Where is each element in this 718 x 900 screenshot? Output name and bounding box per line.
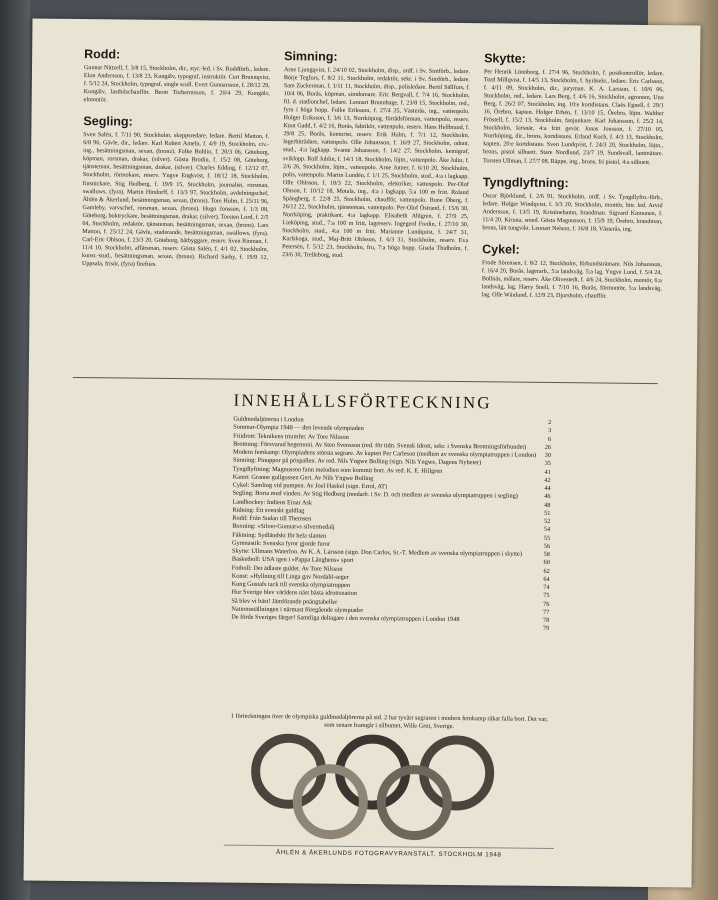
toc-title: INNEHÅLLSFÖRTECKNING	[233, 390, 492, 413]
section-title-rodd: Rodd:	[84, 47, 121, 62]
toc-entry-text: Kung Gustafs tack till svenska olympiatruppen	[231, 580, 351, 589]
toc-entry-text: Simning: Pinuppor på prispallen. Av red. Nils Yngwe Bolling (sign. Nils Yngwe, Dagens Nyheter)	[232, 456, 482, 467]
toc-entry-text: Landhockey: Indiens Einar Ask	[232, 498, 313, 506]
toc-entry-page: 78	[542, 616, 550, 624]
toc-footnote: 1 förteckningen över de olympiska guldmedaljörerna på sid. 2 har tyvärr segraren i modern femkamp råkat falla bort. Det var, som senare framgår i silbumet, Wille Grut, Sverige.	[230, 712, 548, 730]
section-title-tyngdlyftning: Tyngdlyftning:	[482, 174, 569, 190]
toc-entry-page: 42	[544, 476, 551, 484]
toc-entry-page: 35	[544, 460, 551, 468]
toc-entry-page: 2	[548, 418, 552, 426]
toc-entry-page: 54	[543, 526, 551, 534]
toc-entry-page: 30	[544, 451, 552, 459]
toc-entry-text: Boxning: »Silver-Gunnar»s silvermedalj	[232, 522, 335, 531]
toc-entry-text: Gymnastik: Svenska fyror gjorde furor	[232, 539, 331, 548]
toc-entry-page: 48	[544, 501, 551, 509]
toc-entry-page: 75	[543, 592, 550, 600]
toc-entry-text: Tyngdlyftning: Magnusson fann melodien som kommit bort. Av red. K. E. Hillgren	[232, 465, 443, 475]
toc-entry-text: Basketboll: USA igen i »Pappa Långhens» sport	[231, 555, 354, 565]
column-left	[82, 47, 270, 280]
section-title-skytte: Skytte:	[484, 51, 526, 66]
divider-rule	[73, 377, 658, 384]
toc-entry-page: 76	[543, 600, 550, 608]
toc-entry-text: Så blev vi bäst! Jämförande poängtabeller	[231, 597, 338, 606]
printer-imprint: ÅHLÉN & ÅKERLUNDS FOTOGRAVYRANSTALT, STOCKHOLM 1948	[224, 845, 554, 859]
section-body-skytte: Per Henrik Lönnborg, f. 27/4 96, Stockholm, f. postkontrollör, ledare. Tord Millqvist, f. 14/5 13, Stockholm, f. byråsekr., ledare. Eric Carlsson, f. 4/11 09, Stockholm, dir., juryman. K. A. Larsson, f. 10/6 06, Stockholm, red., ledare. Lars Berg, f. 4/6 16, Stockholm, agronom, Uno Berg, f. 26/2 07, Stockholm, ing. 10:e kortdistans. Claës Egnell, f. 29/1 16, Örebro, kapten. Holger Erbén, f. 13/10 15, Örebro, löjtn. Walther Fröstell, f. 15/2 13, Stockholm, fanjunkare. Karl Johansson, f. 25/2 14, Stockholm, kirsnär, 4:a fritt gevär. Jonas Jonsson, f. 27/10 05, Norrköping, dir., brons, kortdistans. Erland Koch, f. 4/3 13, Stockholm, kapten, 20:e kortdistans. Sven Lundqvist, f. 24/3 20, Stockholm, löjtn., brons, pistol silhuett. Stare Nordlund, 23/7 19, Sundsvall, lantmätare. Torsten Ullman, f. 27/7 08, Räppe, ing., brons, fri pistol, 4:a silhuett.	[483, 69, 665, 166]
toc-entry-text: Hur Sverige blev världens näst bästa idrottsnation	[231, 588, 358, 598]
toc-entry-text: Fäktning: Sydländskt för hela slanten	[232, 531, 327, 540]
toc-entry-text: Segling: Borta med vinden. Av Stig Hedberg (medarb. i Sv. D. och medlem av svenska olympiatruppen i segling)	[232, 489, 518, 500]
section-title-simning: Simning:	[284, 49, 338, 64]
toc-entry-page: 6	[547, 435, 552, 443]
toc-entry-text: Guldmedaljörerna i London	[233, 415, 304, 424]
olympic-rings-icon	[250, 729, 497, 842]
toc-entry-page: 51	[544, 509, 551, 517]
toc-entry-text: Fotboll: Det ädlaste guldet. Av Tore Nilsson	[231, 564, 343, 573]
toc-entry-text: Kanot: Granne gullgossen Gert. Av Nils Yngwe Bolling	[232, 473, 374, 482]
toc-entry-page: 52	[543, 517, 551, 525]
toc-entry-text: Friidrott: Teknikens triumfer. Av Tore Nilsson	[233, 432, 349, 441]
toc-entry-page: 55	[543, 534, 551, 542]
toc-entry-text: Skytte: Ullmans Waterloo. Av K. A. Larsson (sign. Don Carlos, St.-T. Medlem av svenska olympiatruppen i skytte)	[231, 547, 522, 558]
toc-entry-page: 58	[543, 550, 550, 558]
toc-entry-text	[231, 630, 535, 633]
section-title-cykel: Cykel:	[482, 242, 520, 257]
toc-entry-text: Nationsställningen i närmast föregående olympiader	[231, 605, 364, 614]
column-right	[482, 51, 665, 311]
toc-entry-page: 41	[544, 468, 551, 476]
section-title-segling: Segling:	[83, 114, 133, 129]
section-body-rodd: Gunnar Nittzell, f. 3/8 15, Stockholm, dir., styr.-led. i Sv. Roddförb., ledare. Elon Andersson, f. 13/8 23, Kungälv, typograf, instruktör. Curt Brunnqvist, f. 5/12 24, Stockholm, typograf, single scull. Evert Gunnarsson, f. 28/12 29, Kungälv, lastbilschaufför. Bernt Torberntsson, f. 20/4 29, Kungälv, elmontör.	[83, 65, 271, 104]
section-body-simning: Arne Ljungqvist, f. 24/10 02, Stockholm, disp., ordf. i Sv. Simförb., ledare. Börje Tegfors, f. 8/2 11, Stockholm, redaktör, sekr. i Sv. Simförb., ledare. Sam Zuckerman, f. 1/11 11, Stockholm, disp., polisledare. Bertil Sällfors, f. 10/4 06, Borås, köpman, simdomare. Eric Bergvall, f. 7/4 16, Stockholm, fil. d. stadionchef, ledare. Lennart Brunnhage, f. 23/8 15, Stockholm, red., fyra i höga hopp. Folke Eriksson, f. 27/4 25, Västerås, ing., vattenpolo. Holger Eriksson, f. 3/6 13, Norrköping, förrådsförman, vattenpolo, reserv. Knut Gadd, f. 4/2 16, Borås, fabrikör, vattenpolo, reserv. Hans Hellbrand, f. 29/8 25, Borås, kontorist, reserv. Erik Holm, f. 7/1 12, Stockholm, lagerbiträdare, vattenpolo. Olle Johansson, f. 16/9 27, Stockholm, odont. stud., 4:a lagkapp. Svante Johansson, f. 14/2 27, Stockholm, kemigraf, sviklopp. Rolf Juhlin, f. 14/1 18, Stockholm, löjtn., vattenpolo. Åke Julin, f. 2/6 26, Stockholm, löjtn., vattenpolo. Arne Jutner, f. 6/10 20, Stockholm, polis, vattenpolo. Martin Lundén, f. 1/1 25, Stockholm, stud., 4:a i lagkapp. Olle Ohlsson, f. 18/3 22, Stockholm, elektriker, vattenpolo. Per-Olof Olsson, f. 10/12 18, Motala, ing., 4:a i lagkapp, 5:a 100 m fritt. Roland Spångberg, f. 22/8 25, Stockholm, chaufför, vattenpolo. Rune Öberg, f. 26/12 22, Stockholm, tjänsteman, vattenpolo. Per-Olof Östrand, f. 15/6 30, Norrköping, praktikant, 4:a lagkapp. Elisabeth Ahlgren, f. 27/9 25, Linköping, stud., 7:a 100 m fritt, lagreserv. Ingegerd Fredin, f. 27/10 30, Stockholm, stud., 4:a 100 m fritt. Marianne Lundquist, f. 24/7 31, Karlskoga, stud., Maj-Britt Ohlsson, f. 6/3 31, Stockholm, reserv. Eva Petersén, f. 5/12 23, Stockholm, fru, 7:a höga hopp. Gisela Thidholm, f. 23/6 30, Trelleborg, stud.	[282, 67, 471, 259]
toc-entry-text: Rodd: Från Sudan till Themsen	[232, 514, 312, 523]
toc-entry-text: De förde Sveriges färger! Samtliga deltagare i den svenska olympiatruppen i London 1948	[231, 613, 460, 624]
section-body-segling: Sven Salén, f. 7/11 90, Stockholm, skeppsredare, ledare. Bertil Matton, f. 6/8 96, Gävle, dir., ledare. Karl Robert Ameln, f. 4/9 19, Stockholm, civ.-ing., besättningsman, sexan, (bronz). Folke Bohlin, f. 20/3 06, Göteborg, köpman, rorsman, drakar, (silver). Gösta Brodin, f. 15/2 08, Göteborg, tjänsteman, besättningsman, drakar, (silver). Charles Edding, f. 12/12 07, Stockholm, rörmokare, reserv. Yngve Engkvist, f. 18/12 18, Stockholm, finsnickare, Stig Hedberg, f. 19/9 15, Stockholm, journalist, rorsman, swallows, (fyra). Martin Hindorff, f. 13/3 97, Stockholm, avdelningschef, Åhlén & Åkerlund, besättningsman, sexan, (brons). Tore Holm, f. 25/11 96, Gamleby, varvschef, rorsman, sexan, (brons). Hugo Jonsson, f. 1/3 08, Göteborg, boktryckare, besättningsman, drakar, (silver). Torsten Lord, f. 2/5 04, Stockholm, redaktör, tjänsteman, besättningsman, sexan, (brons). Lars Matton, f. 25/12 24, Gävle, studerande, besättningsman, swallows, (fyra). Carl-Eric Ohlson, f. 23/3 20, Göteborg, båtbyggare, reserv. Sven Rinman, f. 11/4 10, Stockholm, affärsman, reserv. Gösta Salén, f. 4/1 02, Stockholm, konst.-stud., besättningsman, sexan, (brons). Richard Sarby, f. 19/9 12, Uppsala, frisör, (fyra) firefiies.	[81, 132, 270, 268]
toc-entry-page: 3	[548, 427, 552, 435]
toc-entry-page: 74	[543, 583, 550, 591]
toc-entry-page: 79	[542, 625, 550, 633]
toc-entry-page: 77	[543, 608, 550, 616]
toc-entry-text: Cykel: Samling vid pumpen. Av Joel Haskel (sign. Errol, AT)	[232, 481, 388, 491]
toc-entry-page: 62	[543, 567, 550, 575]
toc-entry-page: 26	[544, 443, 552, 451]
toc-entry-page: 46	[544, 493, 551, 501]
toc-entry-text: Konst: »Hyllning till Linga gav Nordahl-seger	[231, 572, 349, 581]
magazine-page	[24, 19, 701, 888]
toc-entry-text: Modern femkamp: Olympiadens största segrare. Av kapten Per Carleson (medlem av svenska olympiatruppen i London)	[232, 448, 537, 459]
toc-entry-page: 56	[543, 542, 551, 550]
toc-entry-page: 60	[543, 559, 550, 567]
toc-entry-page: 44	[544, 484, 551, 492]
toc-entry-text: Sommar-Olympia 1948 — den levende olympiaden	[233, 423, 364, 433]
toc-entry-text: Ridning: Ett svenskt guldlag	[232, 506, 305, 515]
section-body-cykel: Frode Sörensen, f. 8/2 12, Stockholm, förbundsträmare. Nils Johansson, f. 16/4 20, Borås, lagerarb., 5:a landsväg. 5:a lag. Yngve Lund, f. 5/4 24, Bollnäs, målare, reserv. Åke Olivestedt, f. 4/6 24, Stockholm, montör, 6:a landsväg, lag. Harry Snell, f. 7/10 16, Borås, förmontör, 5:a landsväg, lag. Olle Wänlund, f. 12/9 23, Djursholm, chaufför.	[481, 260, 663, 300]
section-body-tyngdlyftning: Oscar Björklund, f. 2/6 91, Stockholm, ordf. i Sv. Tyngdlyftn.-förb., ledare. Holger Windqvist, f. 3/3 20, Stockholm, montör, bitr. led. Arvid Andersson, f. 13/5 19, Kristinehamn, brandman. Sigvard Kinnunen, f. 11/4 20, Kiruna, smed. Gösta Magnusson, f. 15/9 19, Örebro, brandman, brons, lätt tungvikt. Lennart Nelson, f. 16/8 18, Västerås, ing.	[482, 192, 663, 233]
toc-entry-page: 64	[543, 575, 550, 583]
toc-list	[231, 416, 551, 634]
column-middle	[282, 49, 470, 271]
toc-entry-text: Brottning: Försvarad hegemoni. Av Sten Svensson (red. för tidn. Svensk Idrott, sekr. i Svenska Brottningsförbundet)	[233, 440, 527, 451]
